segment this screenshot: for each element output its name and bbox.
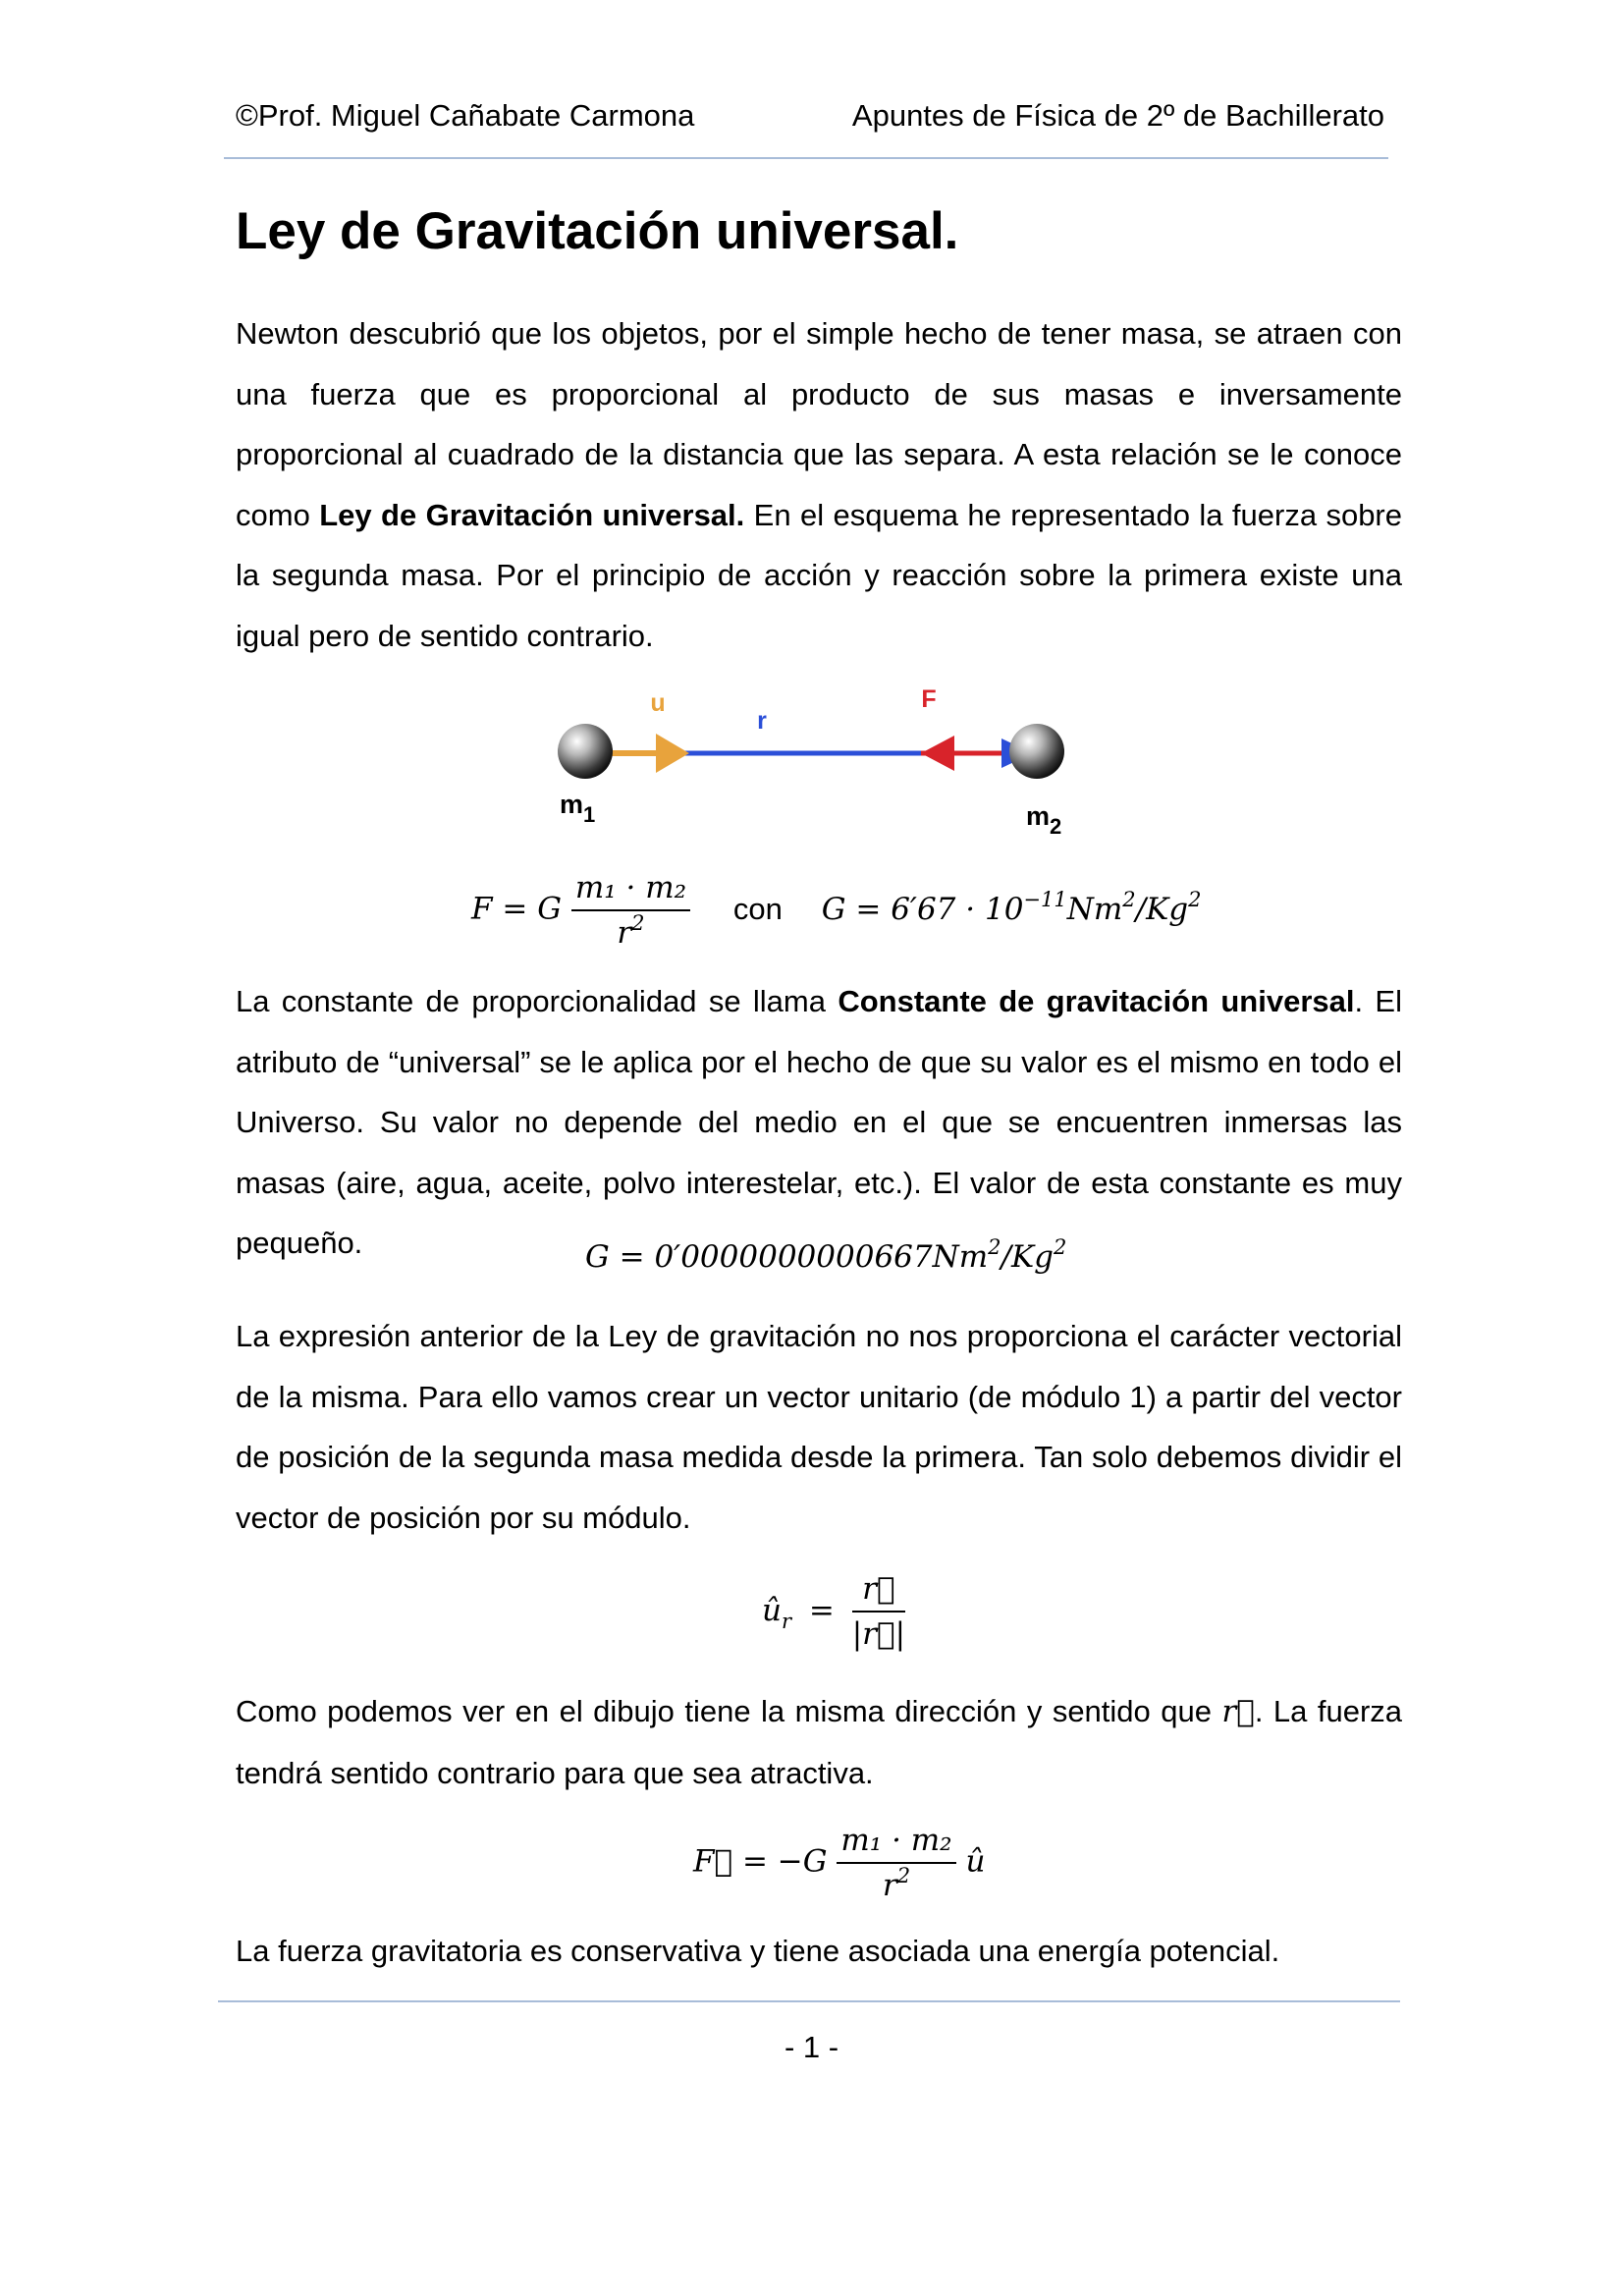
label-m2: $m_2$ [1026,801,1062,839]
u-vector-arrowhead [656,734,689,773]
eq3-lhs: $û_r$ [762,1592,792,1633]
eq4-lhs: F⃗ = −G [693,1843,828,1880]
header-rule [224,157,1388,159]
paragraph-direction [236,1681,1402,1803]
eq4-numerator: m₁ · m₂ [837,1823,955,1864]
eq3-numerator: r⃗ [852,1571,905,1613]
equation-g-decimal: $G = 0'0000000000667Nm^2/Kg^2$ [585,1235,1067,1275]
paragraph-intro-text-2: En el esquema he representado la fuerza sobre la segunda masa. Por el principio de acción y reacción sobre la primera existe una igual pero de sentido contrario. [236,497,1402,653]
page-header [236,98,1384,139]
eq1-fraction [571,870,690,951]
label-m1: $m_1$ [560,790,596,827]
F-vector-arrowhead [921,736,954,771]
paragraph-intro-bold: Ley de Gravitación universal. [319,497,745,532]
paragraph-conservative: La fuerza gravitatoria es conservativa y tiene asociada una energía potencial. [236,1934,1280,1968]
paragraph-constant-bold: Constante de gravitación universal [838,984,1355,1018]
label-r: r [757,707,767,735]
equation-newton-gravitation [471,870,1201,951]
label-F: F [921,685,937,713]
footer-rule [218,2000,1400,2002]
paragraph-intro-text-1: Newton descubrió que los objetos, por el simple hecho de tener masa, se atraen con una fuerza que es proporcional al producto de sus masas e inversamente proporcional al cuadrado de la distancia que las separa. A esta relación se le conoce como [236,316,1402,532]
eq3-equals: = [808,1592,835,1628]
mass-2-sphere [1009,724,1064,779]
eq4-rhs: û [965,1843,986,1880]
equation-unit-vector [762,1571,905,1652]
paragraph-vector: La expresión anterior de la Ley de gravitación no nos proporciona el carácter vectorial de la misma. Para ello vamos crear un vector unitario (de módulo 1) a partir del vector de posición de la segunda masa medida desde la primera. Tan solo debemos dividir el vector de posición por su módulo. [236,1319,1402,1535]
page-title: Ley de Gravitación universal. [236,202,959,260]
eq4-denominator: $r^2$ [882,1864,911,1903]
paragraph-constant [236,971,1402,1274]
eq3-fraction [852,1571,905,1652]
paragraph-direction-symbol: r⃗ [1221,1694,1255,1729]
paragraph-constant-text-1: La constante de proporcionalidad se llama [236,984,839,1018]
paragraph-constant-text-2: . El atributo de “universal” se le aplica por el hecho de que su valor es el mismo en todo el Universo. Su valor no depende del medio en el que se encuentren inmersas las masas (aire, agua, aceite, polvo interestelar, etc.). El valor de esta constante es muy pequeño. [236,984,1402,1260]
eq1-lhs: F = G [471,891,562,927]
mass-1-sphere [558,724,613,779]
header-course: Apuntes de Física de 2º de Bachillerato [851,98,1384,133]
gravitation-diagram [530,678,1100,854]
eq1-con: con [732,891,783,926]
eq1-denominator: $r^2$ [617,911,645,951]
eq3-denominator: |r⃗| [851,1616,906,1652]
equation-vector-force [693,1823,985,1903]
eq1-g-value: $G = 6'67 \cdot 10^{-11}Nm^2/Kg^2$ [821,887,1202,927]
eq1-numerator: m₁ · m₂ [571,870,690,911]
eq4-fraction [837,1823,955,1903]
paragraph-direction-text-1: Como podemos ver en el dibujo tiene la misma dirección y sentido que [236,1694,1222,1728]
label-u: u [650,689,666,717]
header-author: ©Prof. Miguel Cañabate Carmona [236,98,695,133]
paragraph-intro [236,303,1402,666]
paragraph-direction-text-2: . La fuerza tendrá sentido contrario para que sea atractiva. [236,1694,1403,1790]
page-number: - 1 - [784,2030,839,2064]
